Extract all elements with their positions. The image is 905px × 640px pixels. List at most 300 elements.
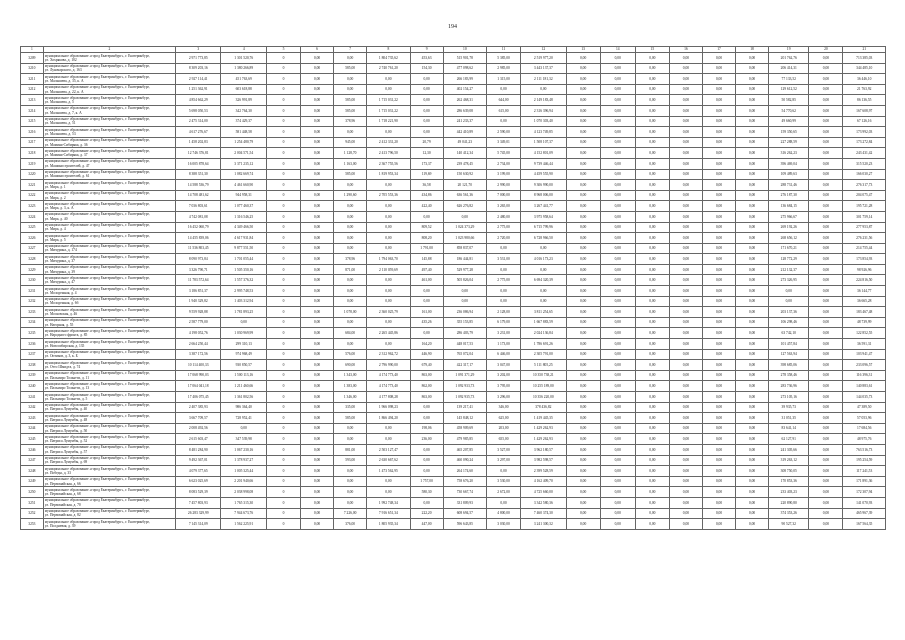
value-cell: 0,00 [702,349,735,360]
value-cell: 171 891,36 [843,476,886,487]
address-cell [43,254,175,265]
value-cell: 1 992 748,34 [367,497,410,508]
value-cell: 67 126,16 [843,116,886,127]
value-cell: 1 128,70 [334,148,367,159]
value-cell: 0 [266,466,300,477]
address-municipality: муниципальное образование «город Екатеринбург», г. Екатеринбург, [44,191,150,196]
value-cell: 1 316 546,25 [221,211,266,222]
value-cell: 1 473 562,95 [367,466,410,477]
value-cell: 0,00 [736,105,769,116]
value-cell: 0,00 [809,180,843,191]
value-cell: 2 796 990,00 [367,360,410,371]
table-row [21,275,886,286]
value-cell: 214 755,44 [843,243,886,254]
value-cell: 20 121,70 [443,180,486,191]
value-cell: 0,00 [301,127,334,138]
value-cell: 0,00 [600,116,635,127]
value-cell: 4 198 052,76 [176,328,221,339]
value-cell: 0,00 [566,455,600,466]
value-cell: 3 047,00 [487,360,521,371]
address-street: ул. Мамина-Сибиряка, д. 37 [44,153,88,158]
value-cell: 90 527,32 [769,519,809,530]
value-cell: 596 643,85 [443,519,486,530]
value-cell: 0,00 [635,211,669,222]
value-cell: 374 429,37 [221,116,266,127]
address-street: ул. Молодежная, д. 6б [44,301,79,306]
value-cell: 0 [266,392,300,403]
header-cell: 6 [301,47,334,53]
table-row [21,233,886,244]
value-cell: 2 503 127,47 [367,444,410,455]
value-cell: 1 403 312,94 [221,296,266,307]
value-cell: 863,00 [410,370,443,381]
value-cell: 1 023 980,66 [443,233,486,244]
value-cell: 116 396,31 [843,370,886,381]
value-cell: 0,00 [702,158,735,169]
value-cell: 2 971 773,85 [176,53,221,64]
value-cell: 0,00 [809,127,843,138]
value-cell: 1 715 031,22 [367,95,410,106]
header-cell: 14 [600,47,635,53]
value-cell: 0,00 [635,158,669,169]
value-cell: 212 132,37 [769,264,809,275]
value-cell: 0,00 [635,413,669,424]
address-street: ул. Мира, д. 40 [44,216,68,221]
value-cell: 0,00 [702,370,735,381]
table-row [21,317,886,328]
value-cell: 233 403,23 [769,487,809,498]
value-cell: 0,00 [600,127,635,138]
address-street: ул. Малышева, д. 7, к. А [44,110,82,115]
address-street: ул. Первомайская, д. 66 [44,481,81,486]
value-cell: 0,00 [809,296,843,307]
value-cell: 2 985,00 [487,63,521,74]
value-cell: 224 816,50 [843,275,886,286]
value-cell: 0 [266,444,300,455]
value-cell: 2 312 962,72 [367,349,410,360]
value-cell: 0 [266,275,300,286]
value-cell: 2 615 603,47 [176,434,221,445]
value-cell: 0,00 [600,254,635,265]
value-cell: 479 985,85 [443,434,486,445]
value-cell: 0,00 [600,201,635,212]
value-cell: 1 030 969,99 [221,328,266,339]
value-cell: 758 676,20 [443,476,486,487]
address-cell [43,286,175,297]
value-cell: 3 531,00 [487,254,521,265]
value-cell: 204 075,47 [843,190,886,201]
value-cell: 422 317,17 [443,360,486,371]
address-street: ул. Мичурина, д. 174 [44,248,77,253]
value-cell: 0,00 [635,74,669,85]
value-cell: 0,00 [600,74,635,85]
value-cell: 3 962 180,57 [521,444,566,455]
value-cell: 0,00 [635,105,669,116]
value-cell: 0,00 [669,508,702,519]
row-id-cell: 3252 [21,508,44,519]
value-cell: 83 641,14 [769,423,809,434]
value-cell: 0,00 [566,148,600,159]
value-cell: 0,00 [809,286,843,297]
address-municipality: муниципальное образование «город Екатеринбург», г. Екатеринбург, [44,201,150,206]
value-cell: 2 128,00 [487,307,521,318]
value-cell: 10 114 400,33 [176,360,221,371]
value-cell: 2 720,00 [487,233,521,244]
value-cell: 109 489,63 [769,169,809,180]
value-cell: 2 008 492,56 [176,423,221,434]
row-id-cell: 3212 [21,84,44,95]
value-cell: 0,00 [410,328,443,339]
value-cell: 0,00 [566,434,600,445]
value-cell: 319 263,12 [769,455,809,466]
value-cell: 451 763,69 [221,74,266,85]
value-cell: 0,00 [600,360,635,371]
value-cell: 0,00 [669,148,702,159]
value-cell: 0,00 [334,201,367,212]
value-cell: 0,00 [736,349,769,360]
value-cell: 4 123 749,85 [521,127,566,138]
value-cell: 0,00 [635,317,669,328]
value-cell: 398 685,06 [769,360,809,371]
value-cell: 276 187,30 [769,190,809,201]
value-cell: 0,00 [301,53,334,64]
value-cell: 0,00 [221,423,266,434]
value-cell: 0,00 [301,381,334,392]
value-cell: 0,00 [600,296,635,307]
address-municipality: муниципальное образование «город Екатеринбург», г. Екатеринбург, [44,244,150,249]
value-cell: 655,00 [487,434,521,445]
value-cell: 0,00 [334,476,367,487]
address-street: ул. Новосибирская, д. 135 [44,343,85,348]
value-cell: 16 452 060,79 [176,222,221,233]
value-cell: 0,00 [669,392,702,403]
value-cell: 0,00 [736,476,769,487]
value-cell: 0,00 [702,222,735,233]
value-cell: 0,00 [301,487,334,498]
value-cell: 0 [266,286,300,297]
value-cell: 0,00 [334,434,367,445]
value-cell: 0,00 [367,317,410,328]
value-cell: 0,00 [809,381,843,392]
value-cell: 0,00 [669,201,702,212]
address-municipality: муниципальное образование «город Екатеринбург», г. Екатеринбург, [44,307,150,312]
register-table [20,46,886,530]
table-row [21,381,886,392]
value-cell: 241 233,37 [443,116,486,127]
header-cell: 12 [521,47,566,53]
value-cell: 241 305,66 [769,444,809,455]
value-cell: 0,00 [334,180,367,191]
value-cell: 0,00 [600,423,635,434]
value-cell: 0,00 [736,74,769,85]
value-cell: 0,00 [809,201,843,212]
value-cell: 141 070,93 [843,497,886,508]
value-cell: 0,00 [736,466,769,477]
value-cell: 1 254 480,79 [221,137,266,148]
value-cell: 0,00 [600,328,635,339]
value-cell: 1 070 303,40 [521,116,566,127]
value-cell: 0,00 [809,105,843,116]
header-cell: 7 [334,47,367,53]
value-cell: 0,00 [566,339,600,350]
value-cell: 0,00 [301,476,334,487]
value-cell: 49 041,23 [443,137,486,148]
address-street: ул. Луначарского, д. 163 [44,68,82,73]
header-cell: 4 [221,47,266,53]
value-cell: 0,00 [702,137,735,148]
value-cell: 0,00 [301,519,334,530]
value-cell: 0,00 [600,434,635,445]
value-cell: 0,00 [635,392,669,403]
value-cell: 0,00 [669,137,702,148]
value-cell: 713 385,03 [843,53,886,64]
row-id-cell: 3211 [21,74,44,85]
row-id-cell: 3213 [21,95,44,106]
address-street: ул. Малышева, д. 22, к. А [44,89,84,94]
value-cell: 0,00 [600,519,635,530]
value-cell: 0,00 [443,296,486,307]
value-cell: 0,00 [736,360,769,371]
value-cell: 8 481 284,90 [176,444,221,455]
value-cell: 0,00 [669,275,702,286]
value-cell: 2 519 977,20 [521,53,566,64]
value-cell: 0,00 [334,423,367,434]
value-cell: 288 731,46 [769,180,809,191]
value-cell: 0,00 [669,105,702,116]
value-cell: 39 935,73 [769,402,809,413]
value-cell: 585,00 [334,63,367,74]
value-cell: 0,00 [669,307,702,318]
value-cell: 0,00 [301,169,334,180]
value-cell: 0,00 [635,519,669,530]
value-cell: 0 [266,169,300,180]
value-cell: 0,00 [702,95,735,106]
address-cell [43,137,175,148]
value-cell: 615,00 [487,105,521,116]
row-id-cell: 3245 [21,434,44,445]
table-row [21,455,886,466]
value-cell: 0,00 [410,402,443,413]
value-cell: 402 154,27 [443,84,486,95]
value-cell: 0,00 [702,169,735,180]
address-cell [43,74,175,85]
address-municipality: муниципальное образование «город Екатеринбург», г. Екатеринбург, [44,297,150,302]
value-cell: 529 977,28 [443,264,486,275]
value-cell: 435,26 [410,317,443,328]
value-cell: 1 024 373,29 [443,222,486,233]
address-municipality: муниципальное образование «город Екатеринбург», г. Екатеринбург, [44,403,150,408]
value-cell: 264 174,60 [443,466,486,477]
value-cell: 5 745,00 [487,148,521,159]
address-street: ул. Машиностроителей, д. 61 [44,174,90,179]
row-id-cell: 3231 [21,286,44,297]
value-cell: 4 742 081,08 [176,211,221,222]
value-cell: 690,00 [334,360,367,371]
address-municipality: муниципальное образование «город Екатеринбург», г. Екатеринбург, [44,275,150,280]
value-cell: 0,00 [702,434,735,445]
value-cell: 0,00 [410,296,443,307]
value-cell: 0,00 [566,508,600,519]
row-id-cell: 3220 [21,169,44,180]
value-cell: 1 092 935,73 [443,392,486,403]
value-cell: 0,00 [702,508,735,519]
value-cell: 268 656,12 [769,233,809,244]
value-cell: 625,00 [487,413,521,424]
value-cell: 0,00 [702,74,735,85]
value-cell: 0,00 [669,360,702,371]
table-row [21,222,886,233]
value-cell: 2 004 571,54 [221,148,266,159]
value-cell: 0,00 [736,116,769,127]
address-cell [43,95,175,106]
address-municipality: муниципальное образование «город Екатеринбург», г. Екатеринбург, [44,360,150,365]
value-cell: 0,00 [702,497,735,508]
value-cell: 0,00 [736,423,769,434]
value-cell: 497,40 [410,264,443,275]
address-cell [43,190,175,201]
address-municipality: муниципальное образование «город Екатеринбург», г. Екатеринбург, [44,445,150,450]
address-cell [43,402,175,413]
row-id-cell: 3235 [21,328,44,339]
value-cell: 172 307,94 [843,487,886,498]
address-cell [43,158,175,169]
value-cell: 0,00 [736,487,769,498]
value-cell: 0 [266,307,300,318]
value-cell: 77 133,52 [769,74,809,85]
value-cell: 0,00 [410,444,443,455]
value-cell: 730 667,74 [443,487,486,498]
row-id-cell: 3222 [21,190,44,201]
value-cell: 1 091 371,29 [443,370,486,381]
value-cell: 139 217,41 [443,402,486,413]
value-cell: 0,00 [367,233,410,244]
value-cell: 1 794 063,70 [367,254,410,265]
value-cell: 10 350 738,21 [521,370,566,381]
value-cell: 0,00 [809,148,843,159]
value-cell: 0,00 [635,349,669,360]
value-cell: 2 360 025,79 [367,307,410,318]
value-cell: 0,00 [367,84,410,95]
value-cell: 0,00 [410,497,443,508]
table-row [21,63,886,74]
value-cell: 0,00 [600,53,635,64]
address-cell [43,413,175,424]
table-row [21,296,886,307]
value-cell: 301 759,14 [843,211,886,222]
value-cell: 0,00 [521,264,566,275]
value-cell: 0,00 [566,328,600,339]
value-cell: 0,00 [702,413,735,424]
value-cell: 0,00 [635,508,669,519]
value-cell: 0,00 [809,233,843,244]
address-street: ул. Пальмиро Тольятти, д. 13 [44,386,90,391]
address-cell [43,370,175,381]
value-cell: 0,00 [635,137,669,148]
value-cell: 0,00 [367,243,410,254]
value-cell: 0,00 [334,84,367,95]
value-cell: 2 110 059,69 [367,264,410,275]
value-cell: 0,00 [736,519,769,530]
table-row [21,105,886,116]
value-cell: 0,00 [809,190,843,201]
value-cell: 0,00 [635,466,669,477]
value-cell: 0,00 [487,243,521,254]
value-cell: 195 254,59 [843,455,886,466]
value-cell: 3 326 790,71 [176,264,221,275]
value-cell: 0,00 [635,127,669,138]
value-cell: 0 [266,476,300,487]
value-cell: 8 090 973,84 [176,254,221,265]
value-cell: 0,00 [669,190,702,201]
value-cell: 1 163,00 [334,158,367,169]
table-row [21,95,886,106]
value-cell: 0,00 [702,201,735,212]
value-cell: 17 406 075,45 [176,392,221,403]
address-municipality: муниципальное образование «город Екатеринбург», г. Екатеринбург, [44,95,150,100]
value-cell: 8 309 203,16 [176,63,221,74]
value-cell: 1 557 376,32 [221,275,266,286]
address-cell [43,349,175,360]
value-cell: 0,00 [736,148,769,159]
value-cell: 2 590,00 [487,127,521,138]
value-cell: 0,00 [334,127,367,138]
value-cell: 140 883,61 [843,381,886,392]
value-cell: 0,00 [669,74,702,85]
value-cell: 7 460 374,30 [521,508,566,519]
value-cell: 3 030,00 [487,519,521,530]
value-cell: 0,00 [487,497,521,508]
value-cell: 0,00 [600,190,635,201]
value-cell: 117 241,53 [843,466,886,477]
value-cell: 144 035,73 [843,392,886,403]
value-cell: 1 715 031,22 [367,105,410,116]
value-cell: 0 [266,254,300,265]
address-street: ул. Отто Шмидта, д. 74 [44,365,81,370]
value-cell: 3 296,00 [487,392,521,403]
value-cell: 2 265 445,86 [367,328,410,339]
table-row [21,137,886,148]
value-cell: 0 [266,487,300,498]
value-cell: 342 764,30 [221,105,266,116]
value-cell: 0,00 [702,233,735,244]
address-municipality: муниципальное образование «город Екатеринбург», г. Екатеринбург, [44,509,150,514]
value-cell: 167 608,97 [843,105,886,116]
value-cell: 0,00 [809,116,843,127]
value-cell: 0,00 [334,296,367,307]
value-cell: 0,00 [736,381,769,392]
value-cell: 0,00 [669,455,702,466]
value-cell: 0,00 [809,444,843,455]
value-cell: 145,88 [410,254,443,265]
value-cell: 2 775,00 [487,275,521,286]
value-cell: 17 064 041,18 [176,381,221,392]
value-cell: 8 968 006,00 [521,190,566,201]
value-cell: 0,00 [809,169,843,180]
value-cell: 0,00 [600,402,635,413]
value-cell: 765 072,04 [443,349,486,360]
value-cell: 458 909,69 [443,423,486,434]
value-cell: 0,00 [669,180,702,191]
value-cell: 2 412 331,20 [367,137,410,148]
value-cell: 0 [266,243,300,254]
value-cell: 4 725 660,00 [521,487,566,498]
value-cell: 0 [266,413,300,424]
value-cell: 2 149 183,48 [521,95,566,106]
value-cell: 0,00 [566,296,600,307]
address-cell [43,116,175,127]
value-cell: 0,00 [566,392,600,403]
value-cell: 603 618,88 [221,84,266,95]
